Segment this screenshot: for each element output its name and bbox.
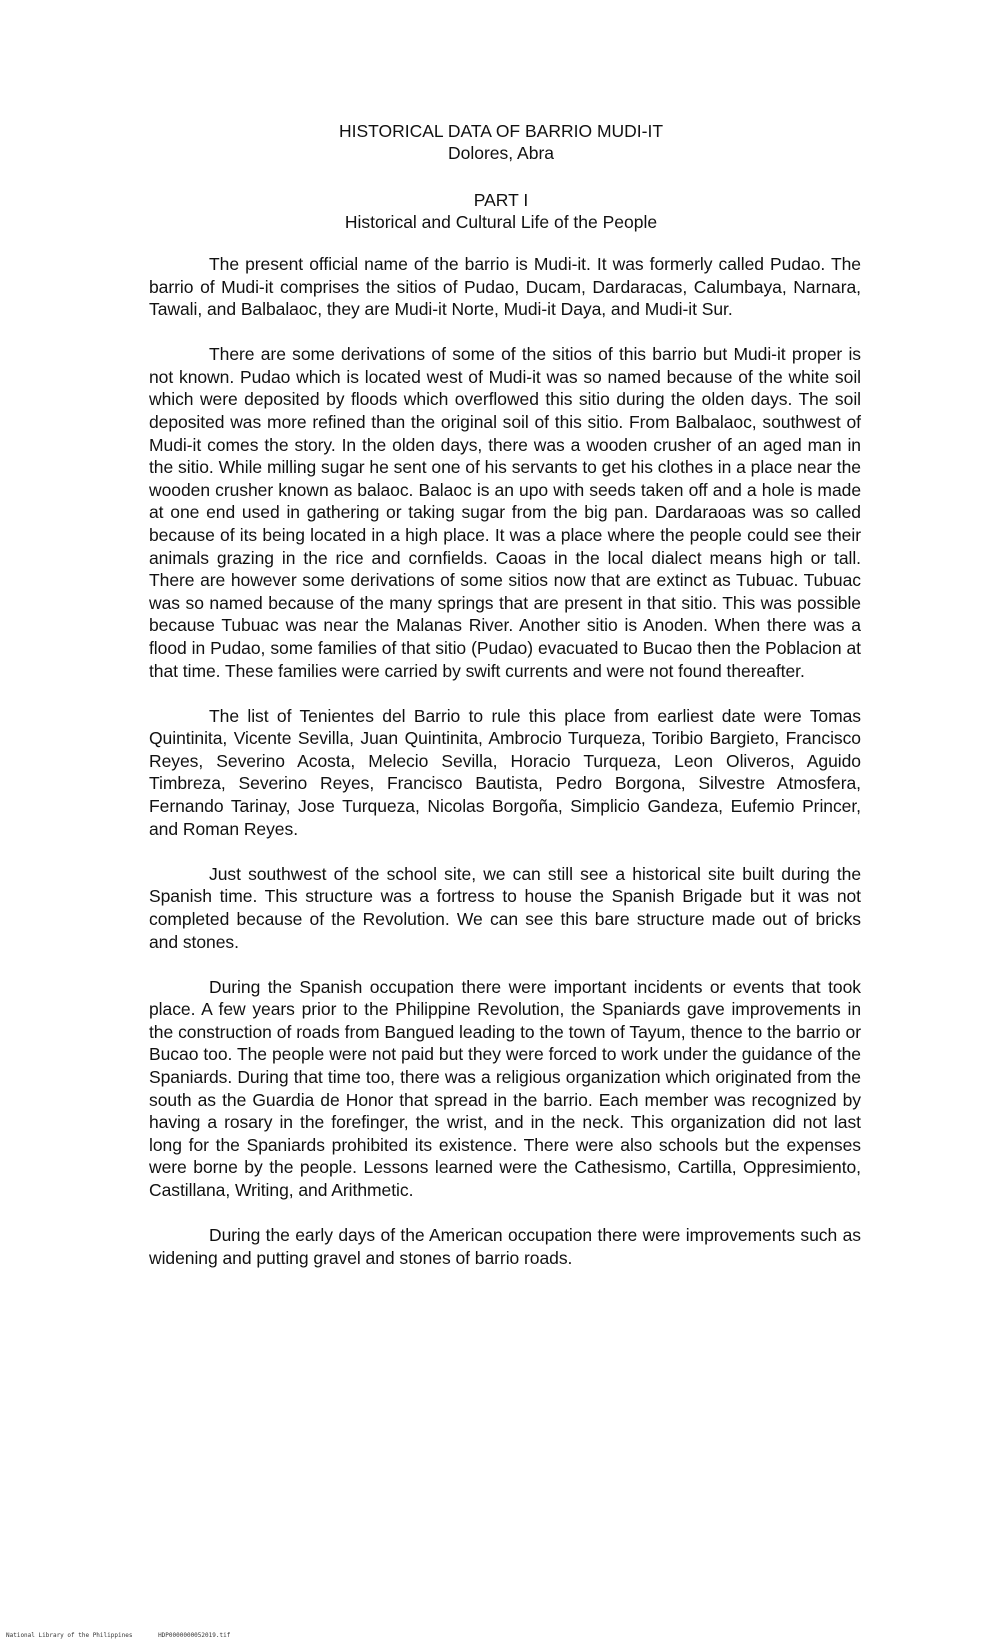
footer-code: HDP0000000052019.tif <box>158 1632 231 1639</box>
document-title: HISTORICAL DATA OF BARRIO MUDI-IT <box>338 121 664 141</box>
footer-library: National Library of the Philippines <box>6 1632 133 1639</box>
paragraph-american-occupation: During the early days of the American occupation there were improvements such as widening and putting gravel and stones of barrio roads. <box>149 1225 861 1268</box>
paragraph-official-name: The present official name of the barrio is Mudi-it. It was formerly called Pudao. The barrio of Mudi-it comprises the sitios of Pudao, Ducam, Dardaracas, Calumbaya, Narnara, Tawali, and Balbalaoc, they are Mudi-it Norte, Mudi-it Daya, and Mudi-it Sur. <box>149 254 861 320</box>
document-location: Dolores, Abra <box>447 143 555 163</box>
paragraph-sitio-derivations: There are some derivations of some of the sitios of this barrio but Mudi-it proper is not known. Pudao which is located west of Mudi-it was so named because of the white soil which were deposited by floods which overflowed this sitio during the olden days. The soil deposited was more refined than the original soil of this sitio. From Balbalaoc, southwest of Mudi-it comes the story. In the olden days, there was a wooden crusher of an aged man in the sitio. While milling sugar he sent one of his servants to get his clothes in a place near the wooden crusher known as balaoc. Balaoc is an upo with seeds taken off and a hole is made at one end used in gathering or taking sugar from the big pan. Dardaraoas was so called because of its being located in a high place. It was a place where the people could see their animals grazing in the rice and cornfields. Caoas in the local dialect means high or tall. There are however some derivations of some sitios now that are extinct as Tubuac. Tubuac was so named because of the many springs that are present in that sitio. This was possible because Tubuac was near the Malanas River. Another sitio is Anoden. When there was a flood in Pudao, some families of that sitio (Pudao) evacuated to Bucao then the Poblacion at that time. These families were carried by swift currents and were not found thereafter. <box>149 344 861 681</box>
scan-footer <box>6 1632 252 1639</box>
paragraph-tenientes-list: The list of Tenientes del Barrio to rule this place from earliest date were Tomas Quintinita, Vicente Sevilla, Juan Quintinita, Ambrocio Turqueza, Toribio Bargieto, Francisco Reyes, Severino Acosta, Melecio Sevilla, Horacio Turqueza, Leon Oliveros, Aguido Timbreza, Severino Reyes, Francisco Bautista, Pedro Borgona, Silvestre Atmosfera, Fernando Tarinay, Jose Turqueza, Nicolas Borgoña, Simplicio Gandeza, Eufemio Princer, and Roman Reyes. <box>149 705 861 839</box>
part-subheading: Historical and Cultural Life of the People <box>344 212 658 232</box>
paragraph-historical-site: Just southwest of the school site, we can still see a historical site built during the Spanish time. This structure was a fortress to house the Spanish Brigade but it was not completed because of the Revolution. We can see this bare structure made out of bricks and stones. <box>149 863 861 952</box>
part-heading: PART I <box>473 190 529 210</box>
body-text <box>149 253 861 1292</box>
paragraph-spanish-occupation: During the Spanish occupation there were important incidents or events that took place. A few years prior to the Philippine Revolution, the Spaniards gave improvements in the construction of roads from Bangued leading to the town of Tayum, thence to the barrio or Bucao too. The people were not paid but they were forced to work under the guidance of the Spaniards. During that time too, there was a religious organization which originated from the south as the Guardia de Honor that spread in the barrio. Each member was recognized by having a rosary in the forefinger, the wrist, and in the neck. This organization did not last long for the Spaniards prohibited its existence. There were also schools but the expenses were borne by the people. Lessons learned were the Cathesismo, Cartilla, Oppresimiento, Castillana, Writing, and Arithmetic. <box>149 976 861 1200</box>
